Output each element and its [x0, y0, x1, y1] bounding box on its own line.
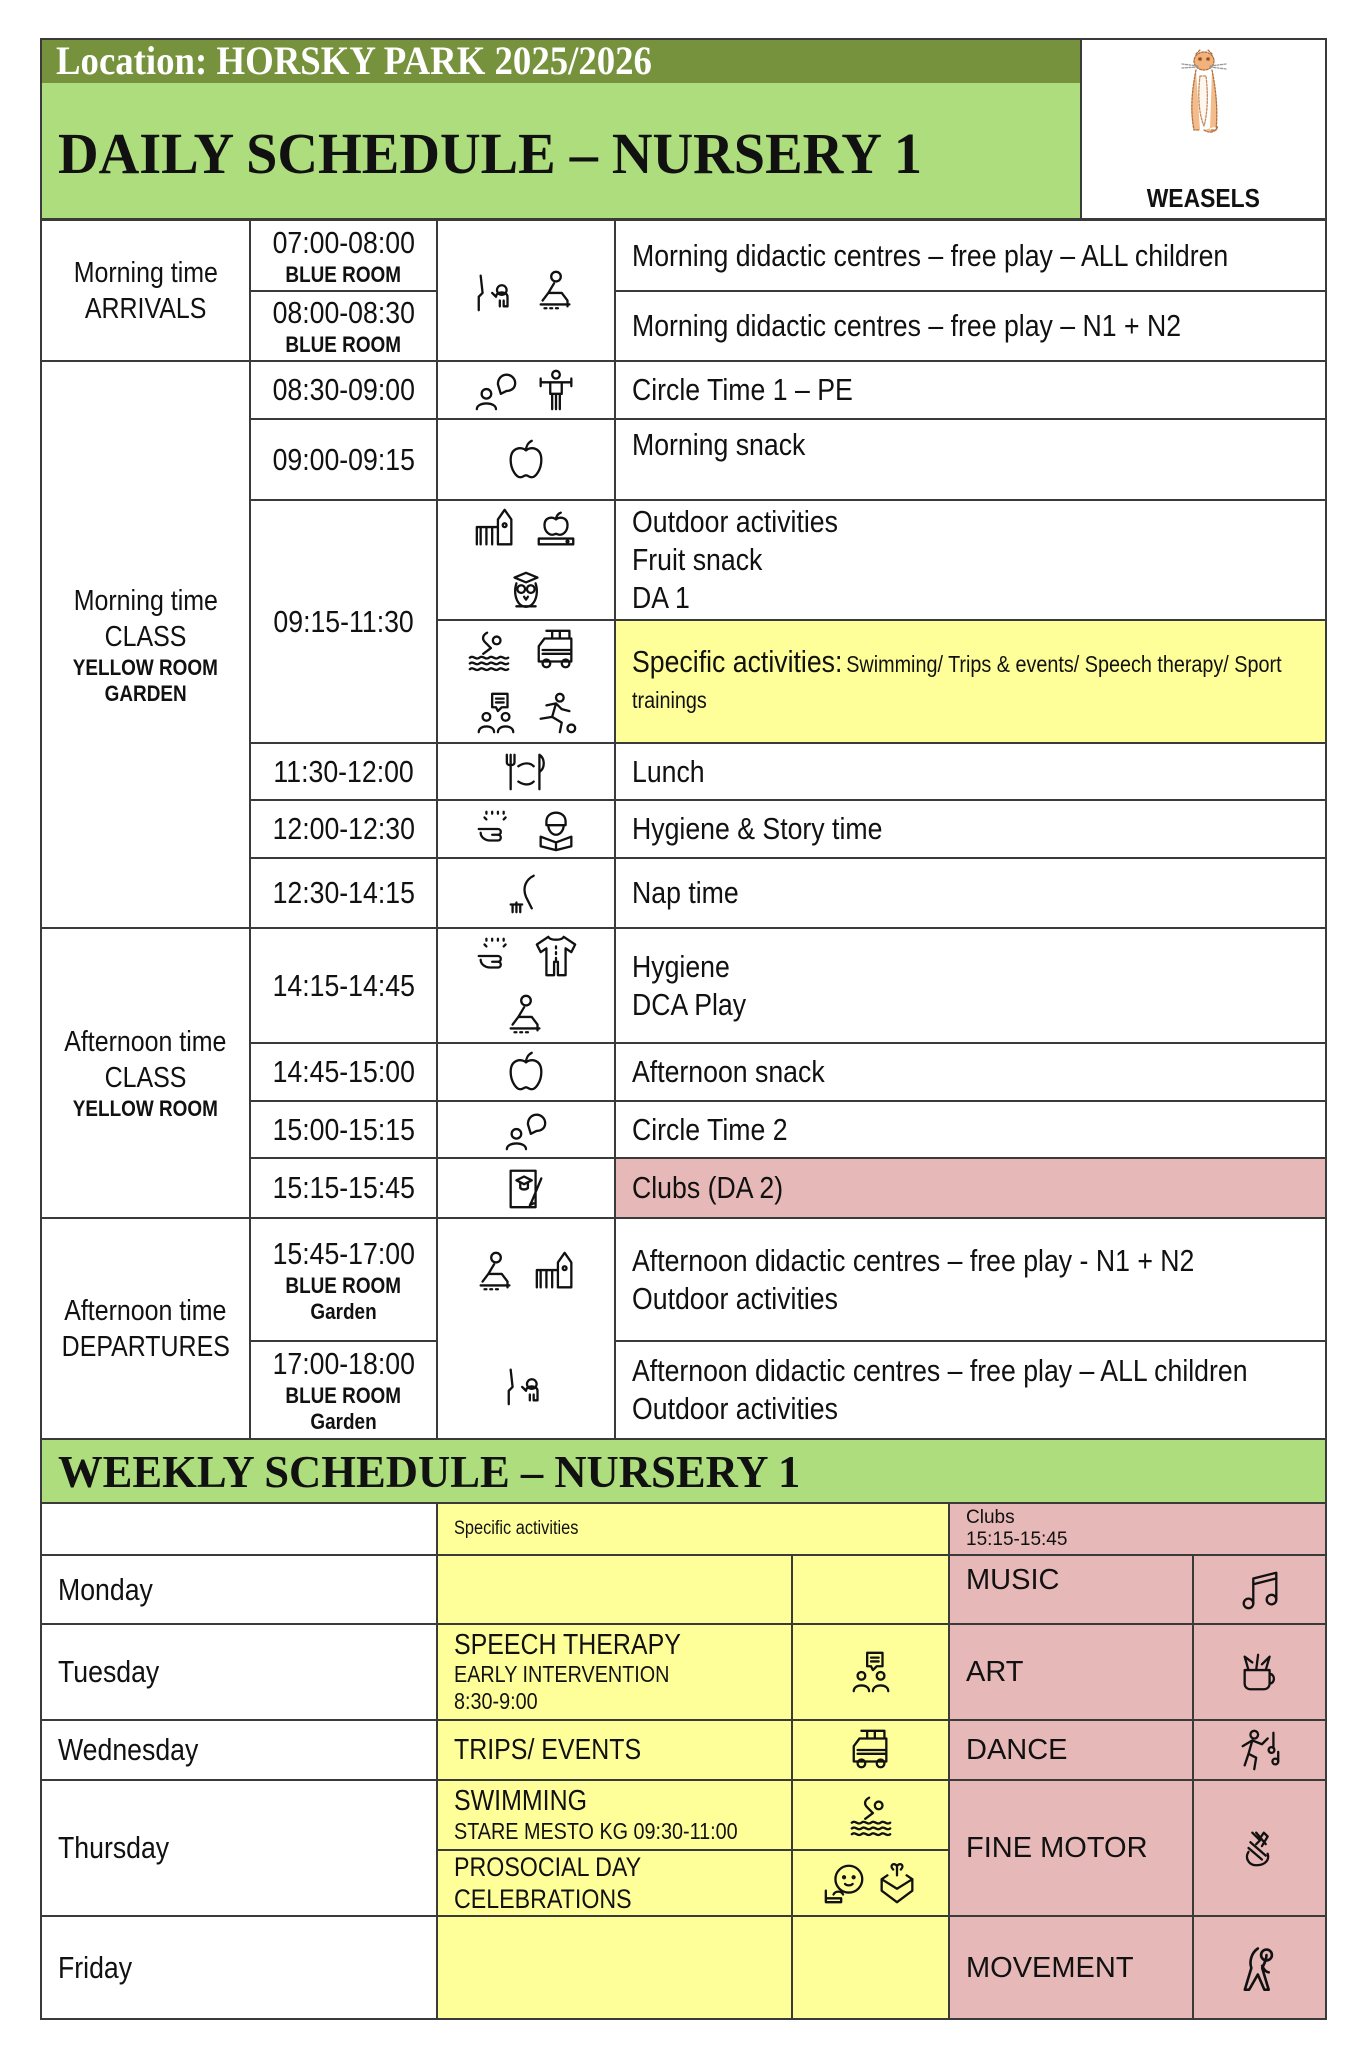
activity-subtitle: EARLY INTERVENTION — [454, 1661, 670, 1687]
apple-icon — [503, 1049, 549, 1095]
time-text: 14:15-14:45 — [272, 967, 415, 1003]
period-sublabel: CLASS — [104, 620, 187, 653]
activity-text: Lunch — [632, 753, 705, 789]
weekly-corner — [40, 1502, 438, 1556]
activity-text: Hygiene — [632, 948, 730, 984]
club-cell — [948, 1779, 1194, 1917]
group-name: WEASELS — [1146, 183, 1261, 213]
time-cell — [249, 418, 438, 501]
activity-title: CELEBRATIONS — [454, 1884, 632, 1914]
crawling-play-icon — [533, 268, 579, 314]
activity-text: DCA Play — [632, 986, 747, 1022]
time-text: 08:00-08:30 — [272, 295, 415, 330]
period-arrivals — [40, 219, 251, 362]
time-text: 08:30-09:00 — [272, 372, 415, 407]
period-label: Afternoon time — [64, 1026, 227, 1058]
club-label: ART — [966, 1656, 1024, 1688]
specific-activities-cell — [614, 619, 1327, 744]
time-cell — [249, 1340, 438, 1440]
period-room: YELLOW ROOM — [72, 1096, 219, 1121]
location-text: Location: HORSKY PARK 2025/2026 — [56, 38, 652, 83]
handwash-icon — [473, 933, 519, 979]
period-afternoon-class — [40, 927, 251, 1219]
time-cell — [249, 742, 438, 801]
activity-cell — [614, 1217, 1327, 1342]
club-icon-cell — [1192, 1779, 1327, 1917]
activity-cell — [614, 857, 1327, 929]
specific-activity-cell — [436, 1623, 793, 1721]
time-text: 12:30-14:15 — [272, 875, 415, 910]
time-cell — [249, 360, 438, 420]
specific-activities-label: Specific activities: — [632, 643, 843, 679]
activity-cell — [614, 219, 1327, 292]
apple-icon — [503, 437, 549, 483]
weekly-title: WEEKLY SCHEDULE – NURSERY 1 — [58, 1445, 801, 1497]
cutlery-plate-icon — [503, 749, 549, 795]
period-label: Afternoon time — [64, 1294, 227, 1327]
time-text: 09:00-09:15 — [272, 441, 415, 477]
playground-icon — [533, 1249, 579, 1295]
time-text: 12:00-12:30 — [272, 811, 415, 846]
activity-title: SWIMMING — [454, 1785, 588, 1817]
activity-text: Afternoon snack — [632, 1054, 825, 1089]
icon-cell — [436, 857, 616, 929]
activity-text: Afternoon didactic centres – free play – ALL children — [632, 1353, 1248, 1388]
period-departures — [40, 1217, 251, 1440]
circle-time-icon — [473, 367, 519, 413]
day-label: Monday — [58, 1571, 153, 1607]
room-text: BLUE ROOM — [285, 1272, 402, 1298]
club-icon-cell — [1192, 1719, 1327, 1781]
time-cell — [249, 290, 438, 362]
handwash-icon — [473, 806, 519, 852]
child-face-icon — [822, 1860, 868, 1906]
reading-child-icon — [533, 806, 579, 852]
icon-cell — [436, 927, 616, 1044]
activity-time: 8:30-9:00 — [454, 1688, 538, 1714]
activity-title: TRIPS/ EVENTS — [454, 1734, 642, 1766]
activity-cell — [614, 1100, 1327, 1159]
icon-cell — [436, 499, 616, 621]
bus-icon — [526, 627, 586, 673]
weasel-icon — [1174, 44, 1234, 144]
header-text: Specific activities — [454, 1518, 579, 1539]
time-cell — [249, 219, 438, 292]
specific-activity-cell — [436, 1719, 793, 1781]
activity-title: SPEECH THERAPY — [454, 1629, 681, 1661]
clubs-header-label: Clubs — [966, 1507, 1015, 1528]
specific-activities-header — [436, 1502, 950, 1556]
icon-cell — [436, 1042, 616, 1102]
swimming-icon — [848, 1792, 894, 1838]
activity-cell — [614, 1042, 1327, 1102]
activity-text: Circle Time 2 — [632, 1111, 788, 1147]
time-cell — [249, 1042, 438, 1102]
circle-time-icon — [503, 1107, 549, 1153]
clubs-header — [948, 1502, 1327, 1556]
teacher-child-icon — [503, 1362, 549, 1408]
nap-icon — [503, 870, 549, 916]
activity-cell — [614, 927, 1327, 1044]
specific-icon-cell — [791, 1719, 950, 1781]
specific-icon-cell — [791, 1915, 950, 2020]
club-label: MUSIC — [966, 1564, 1060, 1596]
time-text: 15:15-15:45 — [272, 1170, 415, 1205]
activity-text: DA 1 — [632, 580, 690, 615]
icon-cell — [436, 799, 616, 859]
icon-cell — [436, 742, 616, 801]
icon-cell — [436, 418, 616, 501]
time-cell — [249, 857, 438, 929]
icon-cell — [436, 619, 616, 744]
time-text: 11:30-12:00 — [273, 753, 414, 789]
specific-icon-cell — [791, 1554, 950, 1625]
day-label: Wednesday — [58, 1732, 199, 1767]
specific-activities-detail: Swimming/ Trips & events/ Speech therapy/ Sport trainings — [632, 650, 1282, 713]
dancing-child-icon — [1237, 1727, 1283, 1773]
finger-heart-icon — [1237, 1825, 1283, 1871]
period-sublabel: CLASS — [104, 1062, 187, 1094]
activity-text: Afternoon didactic centres – free play - N1 + N2 — [632, 1242, 1195, 1278]
day-monday — [40, 1554, 438, 1625]
time-text: 14:45-15:00 — [272, 1054, 415, 1089]
stretching-icon — [1234, 1938, 1286, 1998]
time-text: 09:15-11:30 — [273, 603, 414, 639]
period-room: GARDEN — [104, 680, 187, 706]
day-thursday — [40, 1779, 438, 1917]
specific-activities-text — [632, 643, 1320, 721]
time-cell — [249, 1100, 438, 1159]
swimming-icon — [466, 627, 512, 673]
activity-cell — [614, 742, 1327, 801]
activity-text: Outdoor activities — [632, 504, 838, 539]
activity-text: Clubs (DA 2) — [632, 1170, 784, 1205]
time-cell — [249, 927, 438, 1044]
specific-activity-cell — [436, 1779, 793, 1851]
club-icon-cell — [1192, 1915, 1327, 2020]
owl-graduate-icon — [503, 568, 549, 614]
specific-activity-cell — [436, 1915, 793, 2020]
room-text: BLUE ROOM — [285, 1383, 402, 1408]
activity-cell — [614, 499, 1327, 621]
club-label: DANCE — [966, 1734, 1068, 1766]
bus-icon — [839, 1727, 903, 1773]
day-label: Tuesday — [58, 1654, 160, 1689]
activity-text: Morning snack — [632, 427, 806, 462]
day-tuesday — [40, 1623, 438, 1721]
page-title: DAILY SCHEDULE – NURSERY 1 — [58, 121, 922, 186]
specific-icon-cell — [791, 1623, 950, 1721]
period-label: Morning time — [73, 584, 218, 617]
time-text: 07:00-08:00 — [272, 224, 415, 260]
activity-text: Nap time — [632, 875, 739, 910]
icon-cell — [436, 219, 616, 362]
club-icon-cell — [1192, 1554, 1327, 1625]
room-text: Garden — [310, 1409, 377, 1434]
club-cell — [948, 1623, 1194, 1721]
day-wednesday — [40, 1719, 438, 1781]
club-cell — [948, 1915, 1194, 2020]
running-icon — [533, 690, 579, 736]
activity-text: Morning didactic centres – free play – ALL children — [632, 237, 1229, 273]
day-label: Friday — [58, 1949, 133, 1985]
paint-cup-icon — [1237, 1649, 1283, 1695]
music-notes-icon — [1237, 1567, 1283, 1613]
period-morning-class — [40, 360, 251, 929]
time-cell — [249, 799, 438, 859]
activity-text: Morning didactic centres – free play – N1 + N2 — [632, 308, 1182, 343]
speech-therapy-icon — [848, 1649, 894, 1695]
teacher-child-icon — [473, 268, 519, 314]
day-friday — [40, 1915, 438, 2020]
clubs-header-time: 15:15-15:45 — [966, 1529, 1068, 1550]
icon-cell — [436, 1217, 616, 1440]
playground-icon — [473, 506, 519, 552]
icon-cell — [436, 1100, 616, 1159]
activity-text: Fruit snack — [632, 542, 763, 577]
clubs-art-icon — [503, 1165, 549, 1211]
activity-text: Hygiene & Story time — [632, 811, 883, 846]
club-label: FINE MOTOR — [966, 1832, 1148, 1864]
fruit-plate-icon — [533, 506, 579, 552]
room-text: Garden — [310, 1298, 377, 1324]
time-cell — [249, 1217, 438, 1342]
crawling-play-icon — [503, 992, 549, 1038]
specific-activity-cell — [436, 1554, 793, 1625]
group-badge — [1080, 38, 1327, 220]
room-text: BLUE ROOM — [285, 261, 402, 287]
clubs-cell — [614, 1157, 1327, 1219]
location-bar — [40, 38, 1082, 85]
daily-title-bar — [40, 83, 1082, 220]
activity-subtitle: STARE MESTO KG 09:30-11:00 — [454, 1818, 738, 1844]
club-cell — [948, 1554, 1194, 1625]
period-sublabel: DEPARTURES — [61, 1330, 230, 1363]
club-label: MOVEMENT — [966, 1951, 1134, 1984]
activity-cell — [614, 360, 1327, 420]
time-cell — [249, 1157, 438, 1219]
activity-text: Outdoor activities — [632, 1391, 838, 1426]
speech-therapy-icon — [473, 690, 519, 736]
baby-clothes-icon — [533, 933, 579, 979]
gift-heart-icon — [874, 1860, 920, 1906]
icon-cell — [436, 1157, 616, 1219]
activity-cell — [614, 290, 1327, 362]
pe-exercise-icon — [533, 367, 579, 413]
room-text: BLUE ROOM — [285, 332, 402, 357]
activity-text: Outdoor activities — [632, 1280, 838, 1316]
specific-icon-cell — [791, 1849, 950, 1917]
activity-cell — [614, 1340, 1327, 1440]
specific-activity-cell — [436, 1849, 793, 1917]
activity-cell — [614, 418, 1327, 501]
crawling-play-icon — [473, 1249, 519, 1295]
activity-cell — [614, 799, 1327, 859]
club-cell — [948, 1719, 1194, 1781]
period-label: Morning time — [73, 256, 218, 289]
icon-cell — [436, 360, 616, 420]
activity-title: PROSOCIAL DAY — [454, 1852, 642, 1882]
club-icon-cell — [1192, 1623, 1327, 1721]
time-text: 15:45-17:00 — [272, 1235, 415, 1271]
specific-icon-cell — [791, 1779, 950, 1851]
activity-text: Circle Time 1 – PE — [632, 372, 853, 407]
weekly-title-bar — [40, 1438, 1327, 1504]
time-text: 15:00-15:15 — [272, 1111, 415, 1147]
time-cell — [249, 499, 438, 744]
day-label: Thursday — [58, 1830, 170, 1865]
time-text: 17:00-18:00 — [272, 1346, 415, 1381]
period-sublabel: ARRIVALS — [84, 292, 207, 325]
period-room: YELLOW ROOM — [72, 654, 219, 680]
